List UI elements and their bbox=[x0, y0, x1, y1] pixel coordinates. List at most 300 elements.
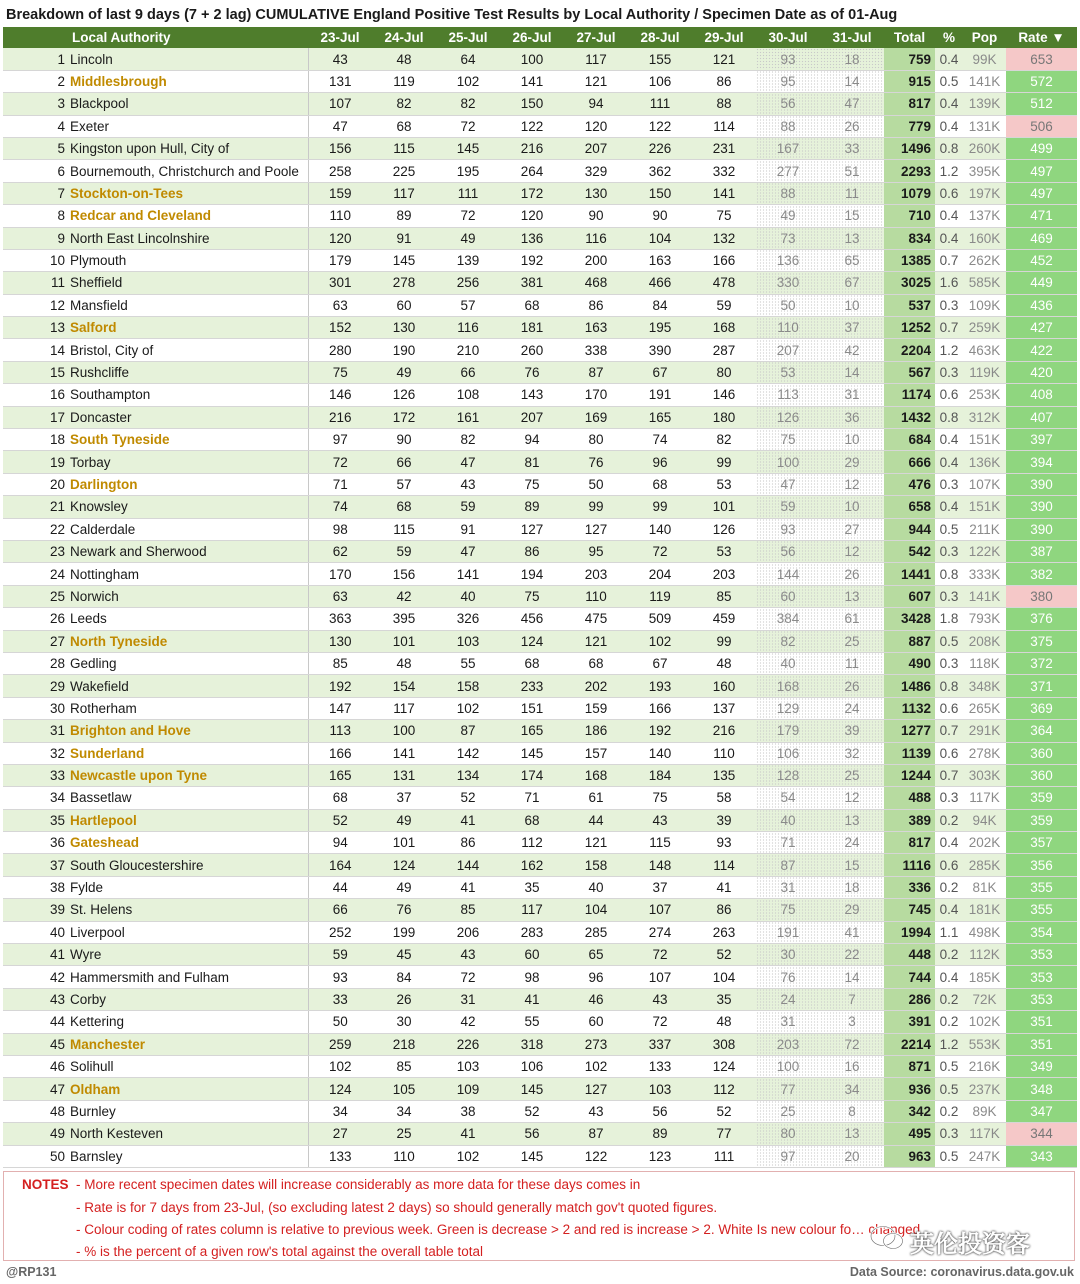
percent-cell: 0.7 bbox=[935, 317, 963, 339]
table-row[interactable] bbox=[3, 473, 1077, 495]
population-cell: 262K bbox=[963, 249, 1006, 271]
table-row[interactable] bbox=[3, 205, 1077, 227]
day-count-cell: 143 bbox=[500, 384, 564, 406]
table-row[interactable] bbox=[3, 988, 1077, 1010]
day-count-cell: 283 bbox=[500, 921, 564, 943]
population-cell: 151K bbox=[963, 429, 1006, 451]
rank-cell: 34 bbox=[3, 787, 68, 809]
day-count-cell: 166 bbox=[628, 697, 692, 719]
percent-cell: 0.5 bbox=[935, 70, 963, 92]
table-row[interactable] bbox=[3, 652, 1077, 674]
table-row[interactable] bbox=[3, 137, 1077, 159]
percent-cell: 0.2 bbox=[935, 988, 963, 1010]
col-header-rank[interactable] bbox=[3, 27, 68, 48]
local-authority-cell: Bournemouth, Christchurch and Poole bbox=[68, 160, 308, 182]
day-count-cell: 193 bbox=[628, 675, 692, 697]
day-count-cell: 204 bbox=[628, 563, 692, 585]
population-cell: 118K bbox=[963, 652, 1006, 674]
table-row[interactable] bbox=[3, 876, 1077, 898]
table-row[interactable] bbox=[3, 921, 1077, 943]
population-cell: 333K bbox=[963, 563, 1006, 585]
day-count-cell: 49 bbox=[372, 809, 436, 831]
table-row[interactable] bbox=[3, 540, 1077, 562]
day-count-cell: 466 bbox=[628, 272, 692, 294]
table-row[interactable] bbox=[3, 317, 1077, 339]
rate-cell: 369 bbox=[1006, 697, 1077, 719]
rate-cell: 354 bbox=[1006, 921, 1077, 943]
percent-cell: 0.3 bbox=[935, 361, 963, 383]
day-count-cell: 199 bbox=[372, 921, 436, 943]
table-row[interactable] bbox=[3, 496, 1077, 518]
day-count-cell: 27 bbox=[308, 1123, 372, 1145]
table-row[interactable] bbox=[3, 1033, 1077, 1055]
day-count-cell: 287 bbox=[692, 339, 756, 361]
total-cell: 1385 bbox=[884, 249, 935, 271]
day-count-cell: 133 bbox=[628, 1055, 692, 1077]
local-authority-cell: Hammersmith and Fulham bbox=[68, 966, 308, 988]
rate-cell: 506 bbox=[1006, 115, 1077, 137]
day-count-cell: 33 bbox=[308, 988, 372, 1010]
local-authority-cell: Oldham bbox=[68, 1078, 308, 1100]
table-row[interactable] bbox=[3, 361, 1077, 383]
day-count-cell: 56 bbox=[756, 540, 820, 562]
table-row[interactable] bbox=[3, 764, 1077, 786]
rank-cell: 3 bbox=[3, 93, 68, 115]
rank-cell: 7 bbox=[3, 182, 68, 204]
rate-cell: 376 bbox=[1006, 608, 1077, 630]
day-count-cell: 337 bbox=[628, 1033, 692, 1055]
population-cell: 185K bbox=[963, 966, 1006, 988]
day-count-cell: 145 bbox=[500, 1078, 564, 1100]
local-authority-cell: Darlington bbox=[68, 473, 308, 495]
day-count-cell: 39 bbox=[820, 720, 884, 742]
population-cell: 72K bbox=[963, 988, 1006, 1010]
local-authority-cell: Salford bbox=[68, 317, 308, 339]
day-count-cell: 13 bbox=[820, 585, 884, 607]
population-cell: 181K bbox=[963, 899, 1006, 921]
population-cell: 117K bbox=[963, 787, 1006, 809]
day-count-cell: 40 bbox=[756, 809, 820, 831]
day-count-cell: 40 bbox=[756, 652, 820, 674]
table-row[interactable] bbox=[3, 585, 1077, 607]
day-count-cell: 101 bbox=[372, 832, 436, 854]
total-cell: 3025 bbox=[884, 272, 935, 294]
population-cell: 109K bbox=[963, 294, 1006, 316]
day-count-cell: 207 bbox=[564, 137, 628, 159]
total-cell: 944 bbox=[884, 518, 935, 540]
day-count-cell: 194 bbox=[500, 563, 564, 585]
day-count-cell: 95 bbox=[756, 70, 820, 92]
rate-cell: 653 bbox=[1006, 48, 1077, 70]
day-count-cell: 68 bbox=[500, 294, 564, 316]
table-row[interactable] bbox=[3, 787, 1077, 809]
table-row[interactable] bbox=[3, 429, 1077, 451]
total-cell: 3428 bbox=[884, 608, 935, 630]
day-count-cell: 56 bbox=[628, 1100, 692, 1122]
day-count-cell: 86 bbox=[564, 294, 628, 316]
day-count-cell: 25 bbox=[820, 764, 884, 786]
day-count-cell: 25 bbox=[372, 1123, 436, 1145]
day-count-cell: 207 bbox=[500, 406, 564, 428]
day-count-cell: 99 bbox=[564, 496, 628, 518]
day-count-cell: 48 bbox=[372, 652, 436, 674]
rank-cell: 40 bbox=[3, 921, 68, 943]
local-authority-cell: Kingston upon Hull, City of bbox=[68, 137, 308, 159]
rate-cell: 512 bbox=[1006, 93, 1077, 115]
day-count-cell: 161 bbox=[436, 406, 500, 428]
day-count-cell: 120 bbox=[500, 205, 564, 227]
col-header-day[interactable]: 28-Jul bbox=[628, 27, 692, 48]
local-authority-cell: Middlesbrough bbox=[68, 70, 308, 92]
table-row[interactable] bbox=[3, 1100, 1077, 1122]
day-count-cell: 43 bbox=[628, 988, 692, 1010]
rank-cell: 29 bbox=[3, 675, 68, 697]
rank-cell: 22 bbox=[3, 518, 68, 540]
day-count-cell: 94 bbox=[500, 429, 564, 451]
rate-cell: 471 bbox=[1006, 205, 1077, 227]
day-count-cell: 72 bbox=[436, 966, 500, 988]
table-row[interactable] bbox=[3, 339, 1077, 361]
col-header-day[interactable]: 27-Jul bbox=[564, 27, 628, 48]
percent-cell: 0.2 bbox=[935, 1011, 963, 1033]
rank-cell: 43 bbox=[3, 988, 68, 1010]
day-count-cell: 106 bbox=[628, 70, 692, 92]
rate-cell: 427 bbox=[1006, 317, 1077, 339]
day-count-cell: 60 bbox=[500, 944, 564, 966]
day-count-cell: 112 bbox=[692, 1078, 756, 1100]
total-cell: 391 bbox=[884, 1011, 935, 1033]
day-count-cell: 164 bbox=[308, 854, 372, 876]
table-row[interactable] bbox=[3, 115, 1077, 137]
day-count-cell: 330 bbox=[756, 272, 820, 294]
day-count-cell: 93 bbox=[308, 966, 372, 988]
table-row[interactable] bbox=[3, 70, 1077, 92]
table-row[interactable] bbox=[3, 518, 1077, 540]
day-count-cell: 73 bbox=[756, 227, 820, 249]
day-count-cell: 24 bbox=[756, 988, 820, 1010]
percent-cell: 1.2 bbox=[935, 1033, 963, 1055]
population-cell: 136K bbox=[963, 451, 1006, 473]
day-count-cell: 326 bbox=[436, 608, 500, 630]
day-count-cell: 127 bbox=[564, 518, 628, 540]
day-count-cell: 10 bbox=[820, 429, 884, 451]
rate-cell: 436 bbox=[1006, 294, 1077, 316]
table-row[interactable] bbox=[3, 384, 1077, 406]
table-row[interactable] bbox=[3, 227, 1077, 249]
day-count-cell: 18 bbox=[820, 48, 884, 70]
day-count-cell: 90 bbox=[628, 205, 692, 227]
table-row[interactable] bbox=[3, 720, 1077, 742]
day-count-cell: 117 bbox=[564, 48, 628, 70]
col-header-rate-sorted[interactable]: Rate ▼ bbox=[1006, 27, 1077, 48]
table-row[interactable] bbox=[3, 899, 1077, 921]
table-row[interactable] bbox=[3, 406, 1077, 428]
rank-cell: 30 bbox=[3, 697, 68, 719]
total-cell: 1244 bbox=[884, 764, 935, 786]
rank-cell: 48 bbox=[3, 1100, 68, 1122]
population-cell: 94K bbox=[963, 809, 1006, 831]
percent-cell: 0.2 bbox=[935, 944, 963, 966]
day-count-cell: 110 bbox=[756, 317, 820, 339]
day-count-cell: 277 bbox=[756, 160, 820, 182]
day-count-cell: 40 bbox=[564, 876, 628, 898]
table-row[interactable] bbox=[3, 294, 1077, 316]
day-count-cell: 195 bbox=[436, 160, 500, 182]
day-count-cell: 12 bbox=[820, 473, 884, 495]
total-cell: 1252 bbox=[884, 317, 935, 339]
day-count-cell: 71 bbox=[756, 832, 820, 854]
day-count-cell: 127 bbox=[500, 518, 564, 540]
day-count-cell: 42 bbox=[372, 585, 436, 607]
rank-cell: 28 bbox=[3, 652, 68, 674]
rank-cell: 9 bbox=[3, 227, 68, 249]
day-count-cell: 43 bbox=[436, 944, 500, 966]
rank-cell: 2 bbox=[3, 70, 68, 92]
total-cell: 1132 bbox=[884, 697, 935, 719]
day-count-cell: 130 bbox=[308, 630, 372, 652]
col-header-pop[interactable]: Pop bbox=[963, 27, 1006, 48]
day-count-cell: 96 bbox=[628, 451, 692, 473]
day-count-cell: 87 bbox=[436, 720, 500, 742]
rank-cell: 32 bbox=[3, 742, 68, 764]
day-count-cell: 67 bbox=[820, 272, 884, 294]
day-count-cell: 210 bbox=[436, 339, 500, 361]
table-row[interactable] bbox=[3, 451, 1077, 473]
table-row[interactable] bbox=[3, 1123, 1077, 1145]
population-cell: 211K bbox=[963, 518, 1006, 540]
total-cell: 1432 bbox=[884, 406, 935, 428]
day-count-cell: 111 bbox=[628, 93, 692, 115]
local-authority-cell: Knowsley bbox=[68, 496, 308, 518]
table-row[interactable] bbox=[3, 966, 1077, 988]
rank-cell: 50 bbox=[3, 1145, 68, 1167]
day-count-cell: 381 bbox=[500, 272, 564, 294]
total-cell: 1139 bbox=[884, 742, 935, 764]
day-count-cell: 122 bbox=[564, 1145, 628, 1167]
day-count-cell: 202 bbox=[564, 675, 628, 697]
col-header-day[interactable]: 24-Jul bbox=[372, 27, 436, 48]
day-count-cell: 362 bbox=[628, 160, 692, 182]
population-cell: 395K bbox=[963, 160, 1006, 182]
col-header-day[interactable]: 25-Jul bbox=[436, 27, 500, 48]
day-count-cell: 180 bbox=[692, 406, 756, 428]
day-count-cell: 106 bbox=[500, 1055, 564, 1077]
day-count-cell: 165 bbox=[308, 764, 372, 786]
day-count-cell: 103 bbox=[436, 1055, 500, 1077]
table-row[interactable] bbox=[3, 944, 1077, 966]
day-count-cell: 11 bbox=[820, 652, 884, 674]
table-row[interactable] bbox=[3, 1011, 1077, 1033]
day-count-cell: 165 bbox=[500, 720, 564, 742]
day-count-cell: 278 bbox=[372, 272, 436, 294]
day-count-cell: 115 bbox=[628, 832, 692, 854]
day-count-cell: 390 bbox=[628, 339, 692, 361]
day-count-cell: 113 bbox=[756, 384, 820, 406]
percent-cell: 0.5 bbox=[935, 1145, 963, 1167]
col-header-day[interactable]: 29-Jul bbox=[692, 27, 756, 48]
day-count-cell: 34 bbox=[820, 1078, 884, 1100]
col-header-day[interactable]: 23-Jul bbox=[308, 27, 372, 48]
total-cell: 607 bbox=[884, 585, 935, 607]
table-row[interactable] bbox=[3, 1055, 1077, 1077]
total-cell: 286 bbox=[884, 988, 935, 1010]
table-row[interactable] bbox=[3, 1145, 1077, 1167]
day-count-cell: 12 bbox=[820, 787, 884, 809]
day-count-cell: 34 bbox=[308, 1100, 372, 1122]
rank-cell: 20 bbox=[3, 473, 68, 495]
local-authority-cell: St. Helens bbox=[68, 899, 308, 921]
percent-cell: 0.8 bbox=[935, 406, 963, 428]
day-count-cell: 41 bbox=[436, 809, 500, 831]
day-count-cell: 47 bbox=[308, 115, 372, 137]
day-count-cell: 102 bbox=[436, 1145, 500, 1167]
local-authority-cell: Corby bbox=[68, 988, 308, 1010]
rate-cell: 364 bbox=[1006, 720, 1077, 742]
day-count-cell: 95 bbox=[564, 540, 628, 562]
day-count-cell: 41 bbox=[500, 988, 564, 1010]
day-count-cell: 99 bbox=[692, 451, 756, 473]
table-row[interactable] bbox=[3, 249, 1077, 271]
day-count-cell: 88 bbox=[756, 182, 820, 204]
col-header-day[interactable]: 30-Jul bbox=[756, 27, 820, 48]
day-count-cell: 280 bbox=[308, 339, 372, 361]
col-header-day[interactable]: 26-Jul bbox=[500, 27, 564, 48]
table-row[interactable] bbox=[3, 697, 1077, 719]
table-row[interactable] bbox=[3, 272, 1077, 294]
day-count-cell: 72 bbox=[436, 205, 500, 227]
day-count-cell: 148 bbox=[628, 854, 692, 876]
table-row[interactable] bbox=[3, 160, 1077, 182]
day-count-cell: 179 bbox=[308, 249, 372, 271]
population-cell: 278K bbox=[963, 742, 1006, 764]
rate-cell: 351 bbox=[1006, 1011, 1077, 1033]
day-count-cell: 8 bbox=[820, 1100, 884, 1122]
col-header-pct[interactable]: % bbox=[935, 27, 963, 48]
rate-cell: 343 bbox=[1006, 1145, 1077, 1167]
day-count-cell: 134 bbox=[436, 764, 500, 786]
day-count-cell: 141 bbox=[372, 742, 436, 764]
table-row[interactable] bbox=[3, 742, 1077, 764]
day-count-cell: 26 bbox=[820, 675, 884, 697]
day-count-cell: 68 bbox=[500, 652, 564, 674]
percent-cell: 0.3 bbox=[935, 652, 963, 674]
total-cell: 567 bbox=[884, 361, 935, 383]
total-cell: 2204 bbox=[884, 339, 935, 361]
total-cell: 817 bbox=[884, 832, 935, 854]
day-count-cell: 52 bbox=[436, 787, 500, 809]
day-count-cell: 15 bbox=[820, 854, 884, 876]
population-cell: 89K bbox=[963, 1100, 1006, 1122]
day-count-cell: 56 bbox=[500, 1123, 564, 1145]
total-cell: 342 bbox=[884, 1100, 935, 1122]
data-source: Data Source: coronavirus.data.gov.uk bbox=[849, 1265, 1074, 1279]
day-count-cell: 76 bbox=[500, 361, 564, 383]
day-count-cell: 75 bbox=[500, 473, 564, 495]
day-count-cell: 40 bbox=[436, 585, 500, 607]
day-count-cell: 75 bbox=[308, 361, 372, 383]
total-cell: 1994 bbox=[884, 921, 935, 943]
percent-cell: 1.6 bbox=[935, 272, 963, 294]
day-count-cell: 104 bbox=[628, 227, 692, 249]
population-cell: 160K bbox=[963, 227, 1006, 249]
rate-cell: 572 bbox=[1006, 70, 1077, 92]
percent-cell: 1.1 bbox=[935, 921, 963, 943]
rate-cell: 497 bbox=[1006, 182, 1077, 204]
day-count-cell: 80 bbox=[564, 429, 628, 451]
population-cell: 265K bbox=[963, 697, 1006, 719]
rank-cell: 13 bbox=[3, 317, 68, 339]
day-count-cell: 13 bbox=[820, 227, 884, 249]
day-count-cell: 231 bbox=[692, 137, 756, 159]
day-count-cell: 94 bbox=[564, 93, 628, 115]
day-count-cell: 102 bbox=[564, 1055, 628, 1077]
day-count-cell: 384 bbox=[756, 608, 820, 630]
day-count-cell: 91 bbox=[436, 518, 500, 540]
table-row[interactable] bbox=[3, 1078, 1077, 1100]
day-count-cell: 18 bbox=[820, 876, 884, 898]
population-cell: 260K bbox=[963, 137, 1006, 159]
table-row[interactable] bbox=[3, 854, 1077, 876]
day-count-cell: 98 bbox=[500, 966, 564, 988]
day-count-cell: 141 bbox=[692, 182, 756, 204]
day-count-cell: 82 bbox=[692, 429, 756, 451]
table-row[interactable] bbox=[3, 48, 1077, 70]
col-header-total[interactable]: Total bbox=[884, 27, 935, 48]
day-count-cell: 111 bbox=[692, 1145, 756, 1167]
table-row[interactable] bbox=[3, 675, 1077, 697]
table-row[interactable] bbox=[3, 809, 1077, 831]
table-row[interactable] bbox=[3, 832, 1077, 854]
day-count-cell: 11 bbox=[820, 182, 884, 204]
rate-cell: 382 bbox=[1006, 563, 1077, 585]
day-count-cell: 105 bbox=[372, 1078, 436, 1100]
local-authority-cell: Newark and Sherwood bbox=[68, 540, 308, 562]
day-count-cell: 136 bbox=[756, 249, 820, 271]
day-count-cell: 192 bbox=[500, 249, 564, 271]
day-count-cell: 135 bbox=[692, 764, 756, 786]
rank-cell: 44 bbox=[3, 1011, 68, 1033]
col-header-day[interactable]: 31-Jul bbox=[820, 27, 884, 48]
total-cell: 1277 bbox=[884, 720, 935, 742]
day-count-cell: 53 bbox=[756, 361, 820, 383]
rate-cell: 420 bbox=[1006, 361, 1077, 383]
rate-cell: 387 bbox=[1006, 540, 1077, 562]
day-count-cell: 60 bbox=[564, 1011, 628, 1033]
day-count-cell: 121 bbox=[564, 70, 628, 92]
rate-cell: 348 bbox=[1006, 1078, 1077, 1100]
day-count-cell: 147 bbox=[308, 697, 372, 719]
table-row[interactable] bbox=[3, 563, 1077, 585]
table-row[interactable] bbox=[3, 630, 1077, 652]
table-row[interactable] bbox=[3, 93, 1077, 115]
day-count-cell: 264 bbox=[500, 160, 564, 182]
percent-cell: 0.5 bbox=[935, 630, 963, 652]
day-count-cell: 114 bbox=[692, 115, 756, 137]
total-cell: 1116 bbox=[884, 854, 935, 876]
day-count-cell: 22 bbox=[820, 944, 884, 966]
table-row[interactable] bbox=[3, 608, 1077, 630]
day-count-cell: 165 bbox=[628, 406, 692, 428]
table-row[interactable] bbox=[3, 182, 1077, 204]
day-count-cell: 256 bbox=[436, 272, 500, 294]
day-count-cell: 168 bbox=[564, 764, 628, 786]
rate-cell: 360 bbox=[1006, 742, 1077, 764]
day-count-cell: 106 bbox=[756, 742, 820, 764]
day-count-cell: 77 bbox=[756, 1078, 820, 1100]
day-count-cell: 285 bbox=[564, 921, 628, 943]
total-cell: 658 bbox=[884, 496, 935, 518]
col-header-local-authority[interactable]: Local Authority bbox=[68, 27, 308, 48]
